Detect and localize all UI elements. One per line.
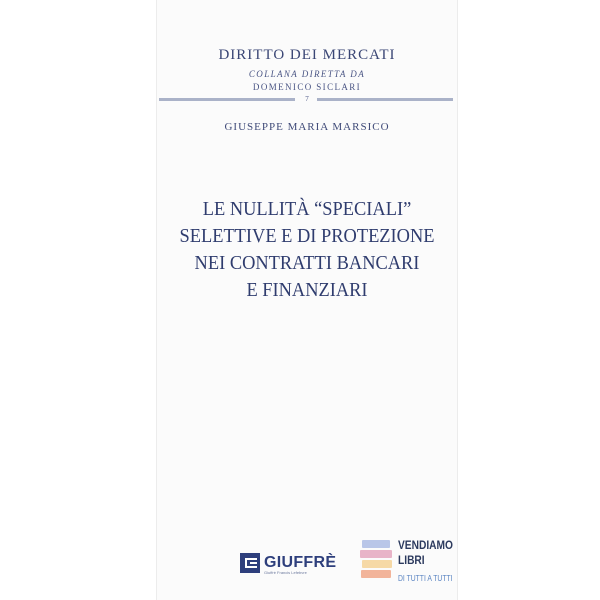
title-line: LE NULLITÀ “SPECIALI”	[202, 198, 412, 220]
title-line: E FINANZIARI	[246, 279, 368, 301]
badge-line-vendiamo: VENDIAMO	[398, 538, 453, 552]
series-director: DOMENICO SICLARI	[252, 82, 362, 92]
book-cover	[156, 0, 458, 600]
volume-number: 7	[305, 95, 309, 103]
title-line: SELETTIVE E DI PROTEZIONE	[179, 225, 435, 247]
book-title	[169, 196, 445, 304]
series-title: DIRITTO DEI MERCATI	[218, 47, 396, 63]
author-name: GIUSEPPE MARIA MARSICO	[224, 121, 390, 133]
giuffre-logo-icon	[240, 553, 260, 573]
publisher-logo	[240, 552, 336, 574]
vendiamo-libri-badge	[360, 536, 460, 592]
title-line: NEI CONTRATTI BANCARI	[194, 252, 420, 274]
book-stack-icon	[360, 538, 394, 584]
publisher-tagline: Giuffrè Francis Lefebvre	[264, 570, 307, 575]
collana-line: COLLANA DIRETTA DA	[248, 69, 366, 79]
badge-line-libri: LIBRI	[398, 553, 425, 567]
badge-tagline: DI TUTTI A TUTTI	[398, 574, 453, 583]
publisher-name: GIUFFRÈ	[264, 554, 337, 571]
